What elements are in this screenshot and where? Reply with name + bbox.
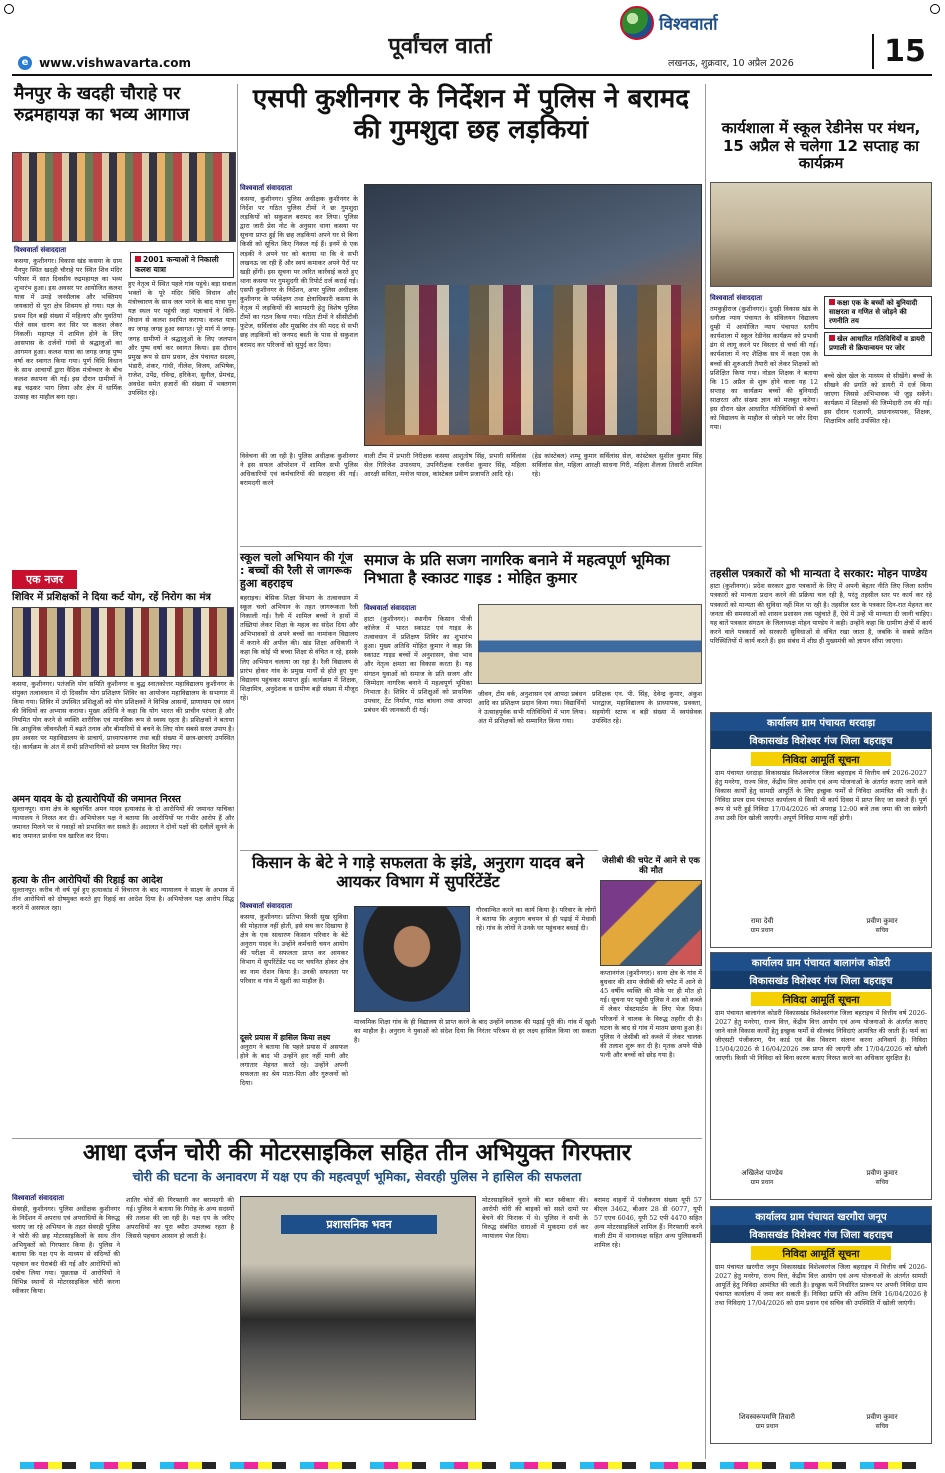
body: सुल्तानपुर। थाना क्षेत्र के बहुचर्चित अमन यादव हत्याकांड के दो आरोपियों की जमानत याचिका न्यायालय ने निरस्त कर दी। अभियोजन पक्ष ने बताया कि आरोपियों पर गंभीर आरोप हैं और जमानत मिलने पर वे गवाहों को प्रभावित कर सकते हैं। अदालत ने दोनों पक्षों की दलीलें सुनने के बाद जमानत प्रार्थना पत्र खारिज कर दिया।	[12, 805, 234, 841]
headline: मैनपुर के खदही चौराहे पर रुद्रमहायज्ञ का भव्य आगाज	[14, 84, 190, 125]
story-text-col1	[240, 902, 348, 1136]
story-mainpuri	[14, 84, 234, 554]
body: कसया, कुशीनगर। विकास खंड कसया के ग्राम मैनपुर स्थित खदही चौराहे पर स्थित शिव मंदिर परिसर में सात दिवसीय रुद्रमहायज्ञ का भव्य शुभारंभ हुआ। इस अवसर पर आयोजित कलश यात्रा में उमड़े जनसैलाब और भक्तिमय जयकारों से पूरा क्षेत्र शिवमय हो गया। यज्ञ के प्रथम दिन बड़ी संख्या में महिलाएं और युवतियां पीले वस्त्र धारण कर सिर पर कलश लेकर निकलीं। महायज्ञ में शामिल होने के लिए आसपास के दर्जनों गांवों से श्रद्धालुओं का आगमन हुआ। कलश यात्रा का जगह जगह पुष्प वर्षा कर स्वागत किया गया। पूर्ण विधि विधान के साथ आचार्यों द्वारा वैदिक मंत्रोच्चार के बीच कलश स्थापना की गई। इस दौरान ग्रामीणों ने बढ़ चढ़कर भाग लिया और क्षेत्र में धार्मिक उत्साह का माहौल बना रहा।	[14, 257, 122, 402]
column-divider	[237, 84, 238, 1059]
callout-activities: खेल आधारित गतिविधियों व डायरी प्रणाली से क्रियान्वयन पर जोर	[824, 332, 932, 356]
story-divider	[12, 1138, 702, 1139]
signature-left: अखिलेश पाण्डेय ग्राम प्रधान	[741, 1169, 783, 1186]
subheadline: अमन यादव के दो हत्यारोपियों की जमानत निरस्त	[12, 793, 181, 805]
photo-yoga-camp	[12, 607, 234, 677]
website-link[interactable]: www.vishwavarta.com	[39, 55, 192, 70]
story-text-col1	[240, 184, 358, 446]
body: बरामद वाहनों में पंजीकरण संख्या यूपी 57 बीएल 3462, बीआर 28 डी 6077, यूपी 57 एएच 6046, यूपी 52 एपी 4470 सहित अन्य मोटरसाइकिलें शामिल हैं। गिरफ्तारी करने वाली टीम में थानाध्यक्ष सहित अन्य पुलिसकर्मी शामिल रहे।	[594, 1196, 702, 1250]
color-registration-strip	[20, 1462, 925, 1469]
body: मोटरसाइकिलें चुराने की बात स्वीकार की। आरोपी चोरी की बाइकों को सस्ते दामों पर बेचने की फिराक में थे। पुलिस ने सभी के विरुद्ध संबंधित धाराओं में मुकदमा दर्ज कर न्यायालय भेज दिया।	[482, 1196, 588, 1241]
dateline: लखनऊ, शुक्रवार, 10 अप्रैल 2026	[668, 58, 794, 69]
globe-logo-icon	[620, 6, 654, 40]
photo-workshop	[710, 182, 932, 287]
photo-scout-camp	[478, 604, 702, 684]
headline: तहसील पत्रकारों को भी मान्यता दे सरकार: मोहन पाण्डेय	[710, 568, 928, 580]
story-anurag	[240, 854, 596, 1136]
ek-nazar-box	[12, 568, 234, 1058]
body: कसया, कुशीनगर। प्रतिभा किसी सुख सुविधा की मोहताज नहीं होती, इसे सच कर दिखाया है क्षेत्र के एक साधारण किसान परिवार के बेटे अनुराग यादव ने। उन्होंने कर्मचारी चयन आयोग की परीक्षा में सफलता प्राप्त कर आयकर विभाग में सुपरिंटेंडेंट पद पर चयनित होकर क्षेत्र का नाम रोशन किया है। उनकी सफलता पर परिवार व गांव में खुशी का माहौल है।	[240, 913, 348, 985]
body: जीवन, टीम वर्क, अनुशासन एवं आपदा प्रबंधन आदि का प्रशिक्षण प्रदान किया गया। विद्यार्थियों ने उत्साहपूर्वक सभी गतिविधियों में भाग लिया। अंत में प्रशिक्षकों को सम्मानित किया गया।	[478, 690, 586, 726]
story-divider	[240, 850, 598, 851]
page-number: 15	[872, 34, 928, 69]
photo-recovered-bikes	[240, 1196, 476, 1420]
body: हाटा (कुशीनगर)। स्थानीय किसान पीजी कॉलेज में भारत स्काउट एवं गाइड के तत्वावधान में प्रशिक्षण शिविर का शुभारंभ हुआ। मुख्य अतिथि मोहित कुमार ने कहा कि स्काउट गाइड बच्चों में अनुशासन, सेवा भाव और नेतृत्व क्षमता का विकास करता है। यह संगठन युवाओं को समाज के प्रति सजग और जिम्मेदार नागरिक बनाने में महत्वपूर्ण भूमिका निभाता है। शिविर में प्रशिक्षुओं को प्राथमिक उपचार, टेंट निर्माण, गांठ बांधना तथा आपदा प्रबंधन की जानकारी दी गई।	[364, 615, 472, 714]
header-rule	[12, 74, 932, 76]
callout-kalash: 2001 कन्याओं ने निकाली कलश यात्रा	[130, 252, 234, 278]
headline: जेसीबी की चपेट में आने से एक की मौत	[602, 856, 700, 877]
story-text-col2	[128, 280, 236, 556]
body: कसया, कुशीनगर। पतंजलि योग समिति कुशीनगर व बुद्ध स्नातकोत्तर महाविद्यालय कुशीनगर के संयुक्त तत्वावधान में दो दिवसीय योग प्रशिक्षण शिविर का आयोजन महाविद्यालय के सभागार में किया गया। शिविर में उपस्थित प्रशिक्षुओं को योग प्रशिक्षकों ने विभिन्न आसनों, प्राणायाम एवं ध्यान की विधियों का अभ्यास कराया। मुख्य अतिथि ने कहा कि योग भारत की प्राचीन परंपरा है और नियमित योग करने से व्यक्ति शारीरिक एवं मानसिक रूप से स्वस्थ रहता है। प्रशिक्षकों ने बताया कि आधुनिक जीवनशैली में बढ़ते तनाव और बीमारियों से बचने के लिए योग सबसे सरल उपाय है। इस अवसर पर महाविद्यालय के प्राचार्य, प्राध्यापकगण तथा बड़ी संख्या में छात्र-छात्राएं उपस्थित रहे। कार्यक्रम के अंत में सभी प्रतिभागियों को प्रमाण पत्र वितरित किए गए।	[12, 679, 234, 752]
registration-mark	[930, 4, 940, 14]
body: सेवरही, कुशीनगर। पुलिस अधीक्षक कुशीनगर के निर्देशन में अपराध एवं अपराधियों के विरुद्ध चलाए जा रहे अभियान के तहत सेवरही पुलिस ने चोरी की छह मोटरसाइकिलों के साथ तीन अभियुक्तों को गिरफ्तार किया है। पुलिस ने बताया कि यक्ष एप के माध्यम से संदिग्धों की पहचान कर घेराबंदी की गई और आरोपियों को दबोच लिया गया। पूछताछ में आरोपियों ने विभिन्न स्थानों से मोटरसाइकिल चोरी करना स्वीकार किया।	[12, 1205, 120, 1295]
notice-block: विकासखंड विशेश्वर गंज जिला बहराइच	[711, 731, 931, 749]
headline: किसान के बेटे ने गाड़े सफलता के झंडे, अनुराग यादव बने आयकर विभाग में सुपरिंटेंडेंट	[252, 853, 584, 891]
body: बच्चे खेल खेल के माध्यम से सीखेंगे। बच्चों के सीखने की प्रगति को डायरी में दर्ज किया जाएगा जिससे अभिभावक भी जुड़ सकेंगे। कार्यक्रम में शिक्षकों की जिम्मेदारी तय की गई। इस दौरान एआरपी, प्रधानाध्यापक, शिक्षक, शिक्षामित्र आदि उपस्थित रहे।	[824, 372, 932, 426]
body: बहराइच। बेसिक शिक्षा विभाग के तत्वावधान में स्कूल चलो अभियान के तहत जागरूकता रैली निकाली गई। रैली में शामिल बच्चों ने हाथों में तख्तियां लेकर शिक्षा के महत्व का संदेश दिया और अभिभावकों से अपने बच्चों का नामांकन विद्यालय में कराने की अपील की। खंड शिक्षा अधिकारी ने कहा कि कोई भी बच्चा शिक्षा से वंचित न रहे, इसके लिए अभियान चलाया जा रहा है। रैली विद्यालय से प्रारंभ होकर गांव के प्रमुख मार्गों से होते हुए पुनः विद्यालय पहुंचकर समाप्त हुई। कार्यक्रम में शिक्षक, शिक्षामित्र, अनुदेशक व ग्रामीण बड़ी संख्या में मौजूद रहे।	[240, 593, 358, 702]
notice-body: ग्राम पंचायत धरदाड़ा विकासखंड विशेश्वरगंज जिला बहराइच में वित्तीय वर्ष 2026-2027 हेतु मनरेगा, राज्य वित्त, केंद्रीय वित्त आयोग एवं अन्य योजनाओं के अंतर्गत कराए जाने वाले विकास कार्यों हेतु सामग्री आपूर्ति के लिए इच्छुक फर्मों से निविदा आमंत्रित की जाती है। निविदा प्रपत्र ग्राम पंचायत कार्यालय से किसी भी कार्य दिवस में प्राप्त किए जा सकते हैं। पूर्ण रूप से भरी हुई निविदा 17/04/2026 को अपराह्न 12:00 बजे तक जमा की जा सकेगी तथा उसी दिन खोली जाएगी। अपूर्ण निविदा मान्य नहीं होगी।	[715, 769, 927, 823]
body: माध्यमिक शिक्षा गांव के ही विद्यालय से प्राप्त करने के बाद उन्होंने स्नातक की पढ़ाई पूरी की। गांव में खुशी का माहौल है। अनुराग ने युवाओं को संदेश दिया कि निरंतर परिश्रम से हर लक्ष्य हासिल किया जा सकता है।	[354, 1018, 596, 1045]
headline: आधा दर्जन चोरी की मोटरसाइकिल सहित तीन अभियुक्त गिरफ्तार	[82, 1140, 632, 1166]
website-row	[18, 52, 192, 70]
photo-recovered-girls	[364, 184, 702, 446]
body: वाली टीम में प्रभारी निरीक्षक कसया आशुतोष सिंह, प्रभारी सर्विलांस सेल गिरिजेश उपाध्याय, उपनिरीक्षक रजनीश कुमार सिंह, महिला आरक्षी सविता, मनोज यादव, कांस्टेबल प्रवीण प्रजापति आदि रहे।	[364, 452, 526, 479]
story-text-col1	[364, 604, 472, 848]
byline: विश्ववार्ता संवाददाता	[12, 1194, 65, 1202]
story-lead	[240, 84, 702, 544]
story-text-col1	[14, 246, 122, 556]
body: अनुराग ने बताया कि पहले प्रयास में असफल होने के बाद भी उन्होंने हार नहीं मानी और लगातार मेहनत करते रहे। उन्होंने अपनी सफलता का श्रेय माता-पिता और गुरुजनों को दिया।	[240, 1042, 348, 1088]
story-school	[710, 120, 932, 560]
section-title: पूर्वांचल वार्ता	[388, 34, 492, 59]
byline: विश्ववार्ता संवाददाता	[14, 246, 67, 254]
byline: विश्ववार्ता संवाददाता	[364, 604, 417, 612]
photo-sign-text: प्रशासनिक भवन	[281, 1215, 437, 1234]
byline: विश्ववार्ता संवाददाता	[240, 184, 293, 192]
headline: समाज के प्रति सजग नागरिक बनाने में महत्वपूर्ण भूमिका निभाता है स्काउट गाइड : मोहित कुमार	[364, 551, 670, 587]
story-bikes	[12, 1140, 702, 1460]
body: शातिर चोरों की गिरफ्तारी कर बरामदगी की गई। पुलिस ने बताया कि गिरोह के अन्य सदस्यों की तलाश की जा रही है। यक्ष एप के जरिए अपराधियों का पूरा ब्यौरा उपलब्ध रहता है जिससे पहचान आसान हो जाती है।	[126, 1196, 234, 1241]
signature-left: शिवस्वरूपमणि तिवारी ग्राम प्रधान	[739, 1413, 795, 1430]
body: सुल्तानपुर। करीब नौ वर्ष पूर्व हुए हत्याकांड में विचारण के बाद न्यायालय ने साक्ष्य के अभाव में तीन आरोपियों को दोषमुक्त करते हुए रिहाई का आदेश दिया है। अभियोजन पक्ष आरोप सिद्ध करने में असफल रहा।	[12, 886, 234, 913]
story-text-col1	[12, 1194, 120, 1456]
notice-office: कार्यालय ग्राम पंचायत खरगौरा जनूप	[711, 1207, 931, 1225]
notice-balaganj	[710, 952, 932, 1200]
page-header	[0, 0, 945, 78]
story-text-col1	[710, 294, 818, 558]
byline: विश्ववार्ता संवाददाता	[240, 902, 293, 910]
story-journalists	[710, 568, 932, 708]
notice-title: निविदा आमूर्ति सूचना	[751, 752, 891, 766]
bullet-square-icon	[829, 299, 835, 305]
body: गौरवान्वित करने का कार्य किया है। परिवार के लोगों ने बताया कि अनुराग बचपन से ही पढ़ाई में मेधावी रहे। गांव के लोगों ने उनके घर पहुंचकर बधाई दी।	[476, 906, 596, 933]
notice-dhardada	[710, 712, 932, 948]
story-rally	[240, 552, 358, 848]
body: हुए नेतृत्व में स्थित पहले गांव पहुंचे। बड़ा सवाल भक्तों के पूरे मंदिर विधि विधान और मंत्रोच्चारण के साथ जल भरने के बाद यात्रा पुनः यज्ञ स्थल पर पहुंची जहां यज्ञाचार्य ने विधि-विधान से कलश स्थापित कराया। कलश यात्रा का जगह जगह हुआ स्वागत। पूरे मार्ग में जगह-जगह ग्रामीणों ने श्रद्धालुओं के लिए जलपान और पुष्प वर्षा कर स्वागत किया। इस दौरान प्रमुख रूप से ग्राम प्रधान, क्षेत्र पंचायत सदस्य, भंडारी, शंकर, गांधी, नीलेश, विजय, अभिषेक, राजेश, उपेंद्र, रविन्द्र, हरिकेश, सुनील, प्रेमचंद्र, अवधेश समेत हजारों की संख्या में भक्तगण उपस्थित रहे।	[128, 280, 236, 398]
notice-body: ग्राम पंचायत खरगौरा जनूप विकासखंड विशेश्वरगंज जिला बहराइच में वित्तीय वर्ष 2026-2027 हेतु मनरेगा, राज्य वित्त, केंद्रीय वित्त आयोग एवं अन्य योजनाओं के अंतर्गत सामग्री आपूर्ति हेतु निविदा आमंत्रित की जाती है। इच्छुक फर्में निर्धारित प्रारूप पर अपनी निविदा ग्राम पंचायत कार्यालय में जमा कर सकती हैं। निविदा प्राप्ति की अंतिम तिथि 16/04/2026 है तथा निविदाएं 17/04/2026 को ग्राम प्रधान एवं सचिव की उपस्थिति में खोली जाएंगी।	[715, 1263, 927, 1308]
signature-left: रामा देवी ग्राम प्रधान	[750, 917, 774, 934]
subheadline: चोरी की घटना के अनावरण में यक्ष एप की महत्वपूर्ण भूमिका, सेवरही पुलिस ने हासिल की सफलता	[132, 1169, 582, 1185]
notice-office: कार्यालय ग्राम पंचायत बालागंज कोडरी	[711, 953, 931, 971]
signature-right: प्रवीण कुमार सचिव	[866, 1169, 898, 1186]
headline: स्कूल चलो अभियान की गूंज : बच्चों की रैली से जागरूक हुआ बहराइच	[240, 551, 353, 590]
body: (हेड कांस्टेबल) शम्भू कुमार सर्विलांस सेल, कांस्टेबल सुशील कुमार सिंह सर्विलांस सेल, महिला आरक्षी साधना गिरी, महिला शैलजा तिवारी शामिल रहे।	[532, 452, 702, 479]
body: तमकुहीराज (कुशीनगर)। दुदही विकास खंड के धनौजा न्याय पंचायत के संविलयन विद्यालय दुम्ही में आयोजित न्याय पंचायत स्तरीय कार्यशाला में स्कूल रेडीनेस कार्यक्रम को प्रभावी ढंग से लागू करने पर विस्तार से चर्चा की गई। कार्यशाला में नए शैक्षिक सत्र में कक्षा एक के बच्चों की शुरुआती तैयारी को लेकर शिक्षकों को प्रशिक्षित किया गया। नोडल शिक्षक ने बताया कि 15 अप्रैल से शुरू होने वाला यह 12 सप्ताह का कार्यक्रम बच्चों की बुनियादी साक्षरता और संख्या ज्ञान को मजबूत करेगा। इस दौरान खेल आधारित गतिविधियों से बच्चों को विद्यालय के माहौल से जोड़ने पर जोर दिया गया।	[710, 305, 818, 432]
photo-jcb-accident	[600, 880, 702, 966]
signature-right: प्रवीण कुमार सचिव	[866, 1413, 898, 1430]
body: कसया, कुशीनगर। पुलिस अधीक्षक कुशीनगर के निर्देश पर गठित पुलिस टीमों ने छः गुमशुदा लड़कियों को सकुशल बरामद कर लिया। पुलिस द्वारा जारी प्रेस नोट के अनुसार थाना कसया पर सूचना प्राप्त हुई कि छह लड़कियां अपने घर से बिना किसी को सूचित किए निकल गई हैं। इनमें से एक लड़की ने अपने घर को बताया था कि वे सभी लखनऊ जा रही हैं और स्वयं कमाकर अपने पैरों पर खड़ी होंगी। इस सूचना पर त्वरित कार्रवाई करते हुए थाना कसया पर गुमशुदगी की रिपोर्ट दर्ज कराई गई। एसपी कुशीनगर के निर्देशन, अपर पुलिस अधीक्षक कुशीनगर के पर्यवेक्षण तथा क्षेत्राधिकारी कसया के नेतृत्व में लड़कियों की बरामदगी हेतु विशेष पुलिस टीमों का गठन किया गया। गठित टीमों ने सीसीटीवी फुटेज, सर्विलांस और मुखबिर तंत्र की मदद से सभी छह लड़कियों को जनपद बस्ती के पास से सकुशल बरामद कर परिजनों को सुपुर्द कर दिया।	[240, 195, 358, 349]
subheadline: दूसरे प्रयास में हासिल किया लक्ष्य	[240, 1033, 331, 1042]
story-divider	[240, 546, 702, 547]
story-scout	[364, 552, 702, 848]
signature-right: प्रवीण कुमार सचिव	[866, 917, 898, 934]
story-text-bottom	[240, 452, 702, 516]
notice-office: कार्यालय ग्राम पंचायत धरदाड़ा	[711, 713, 931, 731]
notice-title: निविदा आमूर्ति सूचना	[751, 1246, 891, 1260]
e-icon: e	[18, 56, 32, 70]
photo-kalash-yatra	[12, 152, 236, 242]
photo-anurag-yadav	[354, 906, 470, 1012]
notice-block: विकासखंड विशेश्वर गंज जिला बहराइच	[711, 1225, 931, 1243]
subheadline: हत्या के तीन आरोपियों की रिहाई का आदेश	[12, 875, 163, 886]
story-jcb	[600, 856, 702, 1136]
headline: एसपी कुशीनगर के निर्देशन में पुलिस ने बरामद की गुमशुदा छह लड़कियां	[252, 84, 690, 146]
notice-block: विकासखंड विशेश्वर गंज जिला बहराइच	[711, 971, 931, 989]
registration-mark	[4, 4, 14, 14]
notice-khargaura	[710, 1206, 932, 1444]
body: हाटा (कुशीनगर)। प्रदेश सरकार द्वारा पत्रकारों के लिए में अपनी बेहतर नीति लिए जिला स्तरीय पत्रकारों को मान्यता प्रदान करने की प्रक्रिया चल रही है, परंतु तहसील स्तर पर कार्य कर रहे पत्रकारों को मान्यता की सुविधा नहीं मिल पा रही है। तहसील स्तर के पत्रकार दिन-रात मेहनत कर जनता की समस्याओं को शासन प्रशासन तक पहुंचाते हैं, ऐसे में उन्हें भी मान्यता दी जानी चाहिए। यह बातें पत्रकार संगठन के जिलाध्यक्ष मोहन पाण्डेय ने कही। उन्होंने कहा कि ग्रामीण क्षेत्रों में कार्य करने वाले पत्रकारों को सरकारी सुविधाओं से वंचित रखा जाता है, जबकि वे सबसे कठिन परिस्थितियों में कार्य करते हैं। इस संबंध में शीघ्र ही मुख्यमंत्री को ज्ञापन सौंपा जाएगा।	[710, 582, 932, 645]
body: प्रशिक्षक एन. पी. सिंह, देवेन्द्र कुमार, अंकुश भारद्वाज, महाविद्यालय के प्राध्यापक, प्रवक्ता, सहयोगी स्टाफ व बड़ी संख्या में स्वयंसेवक उपस्थित रहे।	[592, 690, 702, 726]
byline: विश्ववार्ता संवाददाता	[710, 294, 763, 302]
notice-body: ग्राम पंचायत बालागंज कोडरी विकासखंड विशेश्वरगंज जिला बहराइच में वित्तीय वर्ष 2026-2027 हेतु मनरेगा, राज्य वित्त, केंद्रीय वित्त आयोग एवं अन्य योजनाओं के अंतर्गत कराए जाने वाले विकास कार्यों हेतु इच्छुक फर्मों से सीलबंद निविदाएं आमंत्रित की जाती हैं। फर्म का जीएसटी पंजीकरण, पैन कार्ड एवं बैंक विवरण संलग्न करना अनिवार्य है। निविदा 15/04/2026 से 16/04/2026 तक प्राप्त की जाएगी और 17/04/2026 को खोली जाएगी। किसी भी निविदा को बिना कारण बताए निरस्त करने का अधिकार सुरक्षित है।	[715, 1009, 927, 1063]
column-divider	[705, 84, 706, 1459]
callout-literacy: कक्षा एक के बच्चों को बुनियादी साक्षरता व गणित से जोड़ने की रणनीति तय	[824, 296, 932, 329]
bullet-square-icon	[829, 335, 835, 341]
bullet-square-icon	[135, 256, 141, 262]
ek-nazar-label: एक नजर	[12, 570, 77, 589]
brand-logo	[620, 6, 718, 42]
headline: कार्यशाला में स्कूल रेडीनेस पर मंथन, 15 अप्रैल से चलेगा 12 सप्ताह का कार्यक्रम	[721, 119, 921, 173]
body: विवेचना की जा रही है। पुलिस अधीक्षक कुशीनगर ने इस सफल ऑपरेशन में शामिल सभी पुलिस अधिकारियों एवं कर्मचारियों की सराहना की गई। बरामदगी करने	[240, 452, 358, 488]
body: कप्तानगंज (कुशीनगर)। थाना क्षेत्र के गांव में बुधवार की शाम जेसीबी की चपेट में आने से 45 वर्षीय व्यक्ति की मौके पर ही मौत हो गई। सूचना पर पहुंची पुलिस ने शव को कब्जे में लेकर पोस्टमार्टम के लिए भेज दिया। परिजनों ने चालक के विरुद्ध तहरीर दी है। घटना के बाद से गांव में मातम छाया हुआ है। पुलिस ने जेसीबी को कब्जे में लेकर चालक की तलाश शुरू कर दी है। मृतक अपने पीछे पत्नी और बच्चों को छोड़ गया है।	[600, 969, 702, 1059]
brand-name: विश्ववार्ता	[659, 14, 718, 35]
headline: शिविर में प्रशिक्षकों ने दिया कर्ट योग, रहें निरोग का मंत्र	[12, 592, 211, 603]
notice-title: निविदा आमूर्ति सूचना	[751, 992, 891, 1006]
